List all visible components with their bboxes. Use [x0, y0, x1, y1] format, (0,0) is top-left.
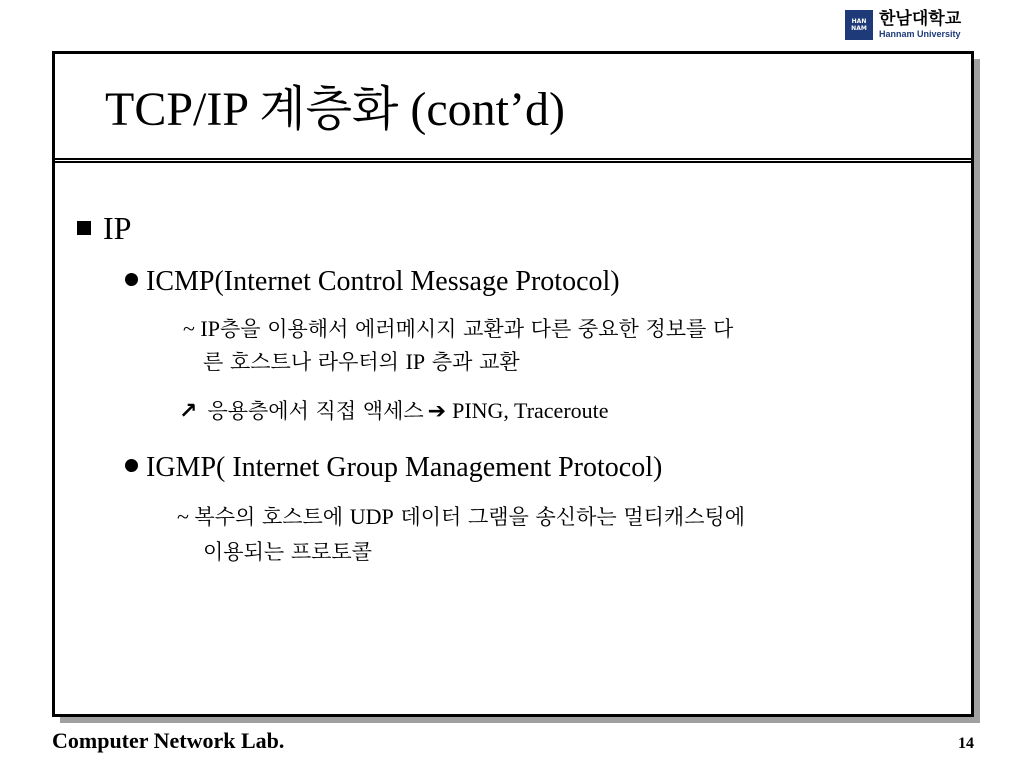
logo-mark-line-1: HAN [851, 18, 867, 25]
icmp-desc-prefix: ~ IP [183, 316, 220, 341]
igmp-desc-text-1b: 데이터 그램을 송신하는 멀티캐스팅에 [393, 505, 746, 529]
title-divider [55, 158, 971, 163]
bullet-ip-label: IP [103, 210, 132, 246]
icmp-access-tools: PING, Traceroute [452, 398, 609, 423]
igmp-desc-text-2: 이용되는 프로토콜 [203, 540, 372, 564]
slide-title: TCP/IP 계층화 (cont’d) [105, 83, 565, 136]
icmp-desc-text-1: 층을 이용해서 에러메시지 교환과 다른 중요한 정보를 다 [219, 317, 734, 341]
arrow-up-right-icon: ↗ [179, 399, 198, 424]
bullet-ip [77, 212, 131, 244]
igmp-desc-line-2 [203, 536, 372, 568]
slide-frame [52, 51, 974, 717]
igmp-desc-prefix: ~ [177, 504, 195, 529]
bullet-icmp-label: ICMP(Internet Control Message Protocol) [146, 266, 620, 297]
icmp-desc-text-2a: 른 호스트나 라우터의 [203, 350, 406, 374]
icmp-access-line [179, 395, 609, 428]
page-number: 14 [958, 735, 974, 752]
arrow-right-icon: ➔ [427, 399, 447, 424]
bullet-icmp [125, 268, 620, 296]
bullet-igmp [125, 454, 662, 482]
university-logo [845, 7, 983, 43]
logo-text [879, 11, 961, 39]
square-bullet-icon [77, 221, 91, 235]
round-bullet-icon [125, 273, 138, 286]
logo-korean-name: 한남대학교 [879, 9, 962, 29]
icmp-desc-ip: IP [405, 349, 426, 374]
bullet-igmp-label: IGMP( Internet Group Management Protocol) [146, 452, 663, 483]
logo-mark-line-2: NAM [851, 25, 867, 32]
round-bullet-icon [125, 459, 138, 472]
hannam-emblem-icon [845, 10, 873, 40]
footer-lab-name: Computer Network Lab. [52, 728, 285, 753]
igmp-desc-text-1a: 복수의 호스트에 [194, 505, 350, 529]
icmp-desc-line-2 [203, 346, 520, 378]
igmp-desc-udp: UDP [349, 504, 394, 529]
logo-english-name: Hannam University [879, 29, 961, 39]
icmp-access-text: 응용층에서 직접 액세스 [207, 399, 424, 423]
icmp-desc-line-1 [183, 313, 733, 345]
icmp-desc-text-2b: 층과 교환 [425, 350, 520, 374]
igmp-desc-line-1 [177, 501, 745, 533]
